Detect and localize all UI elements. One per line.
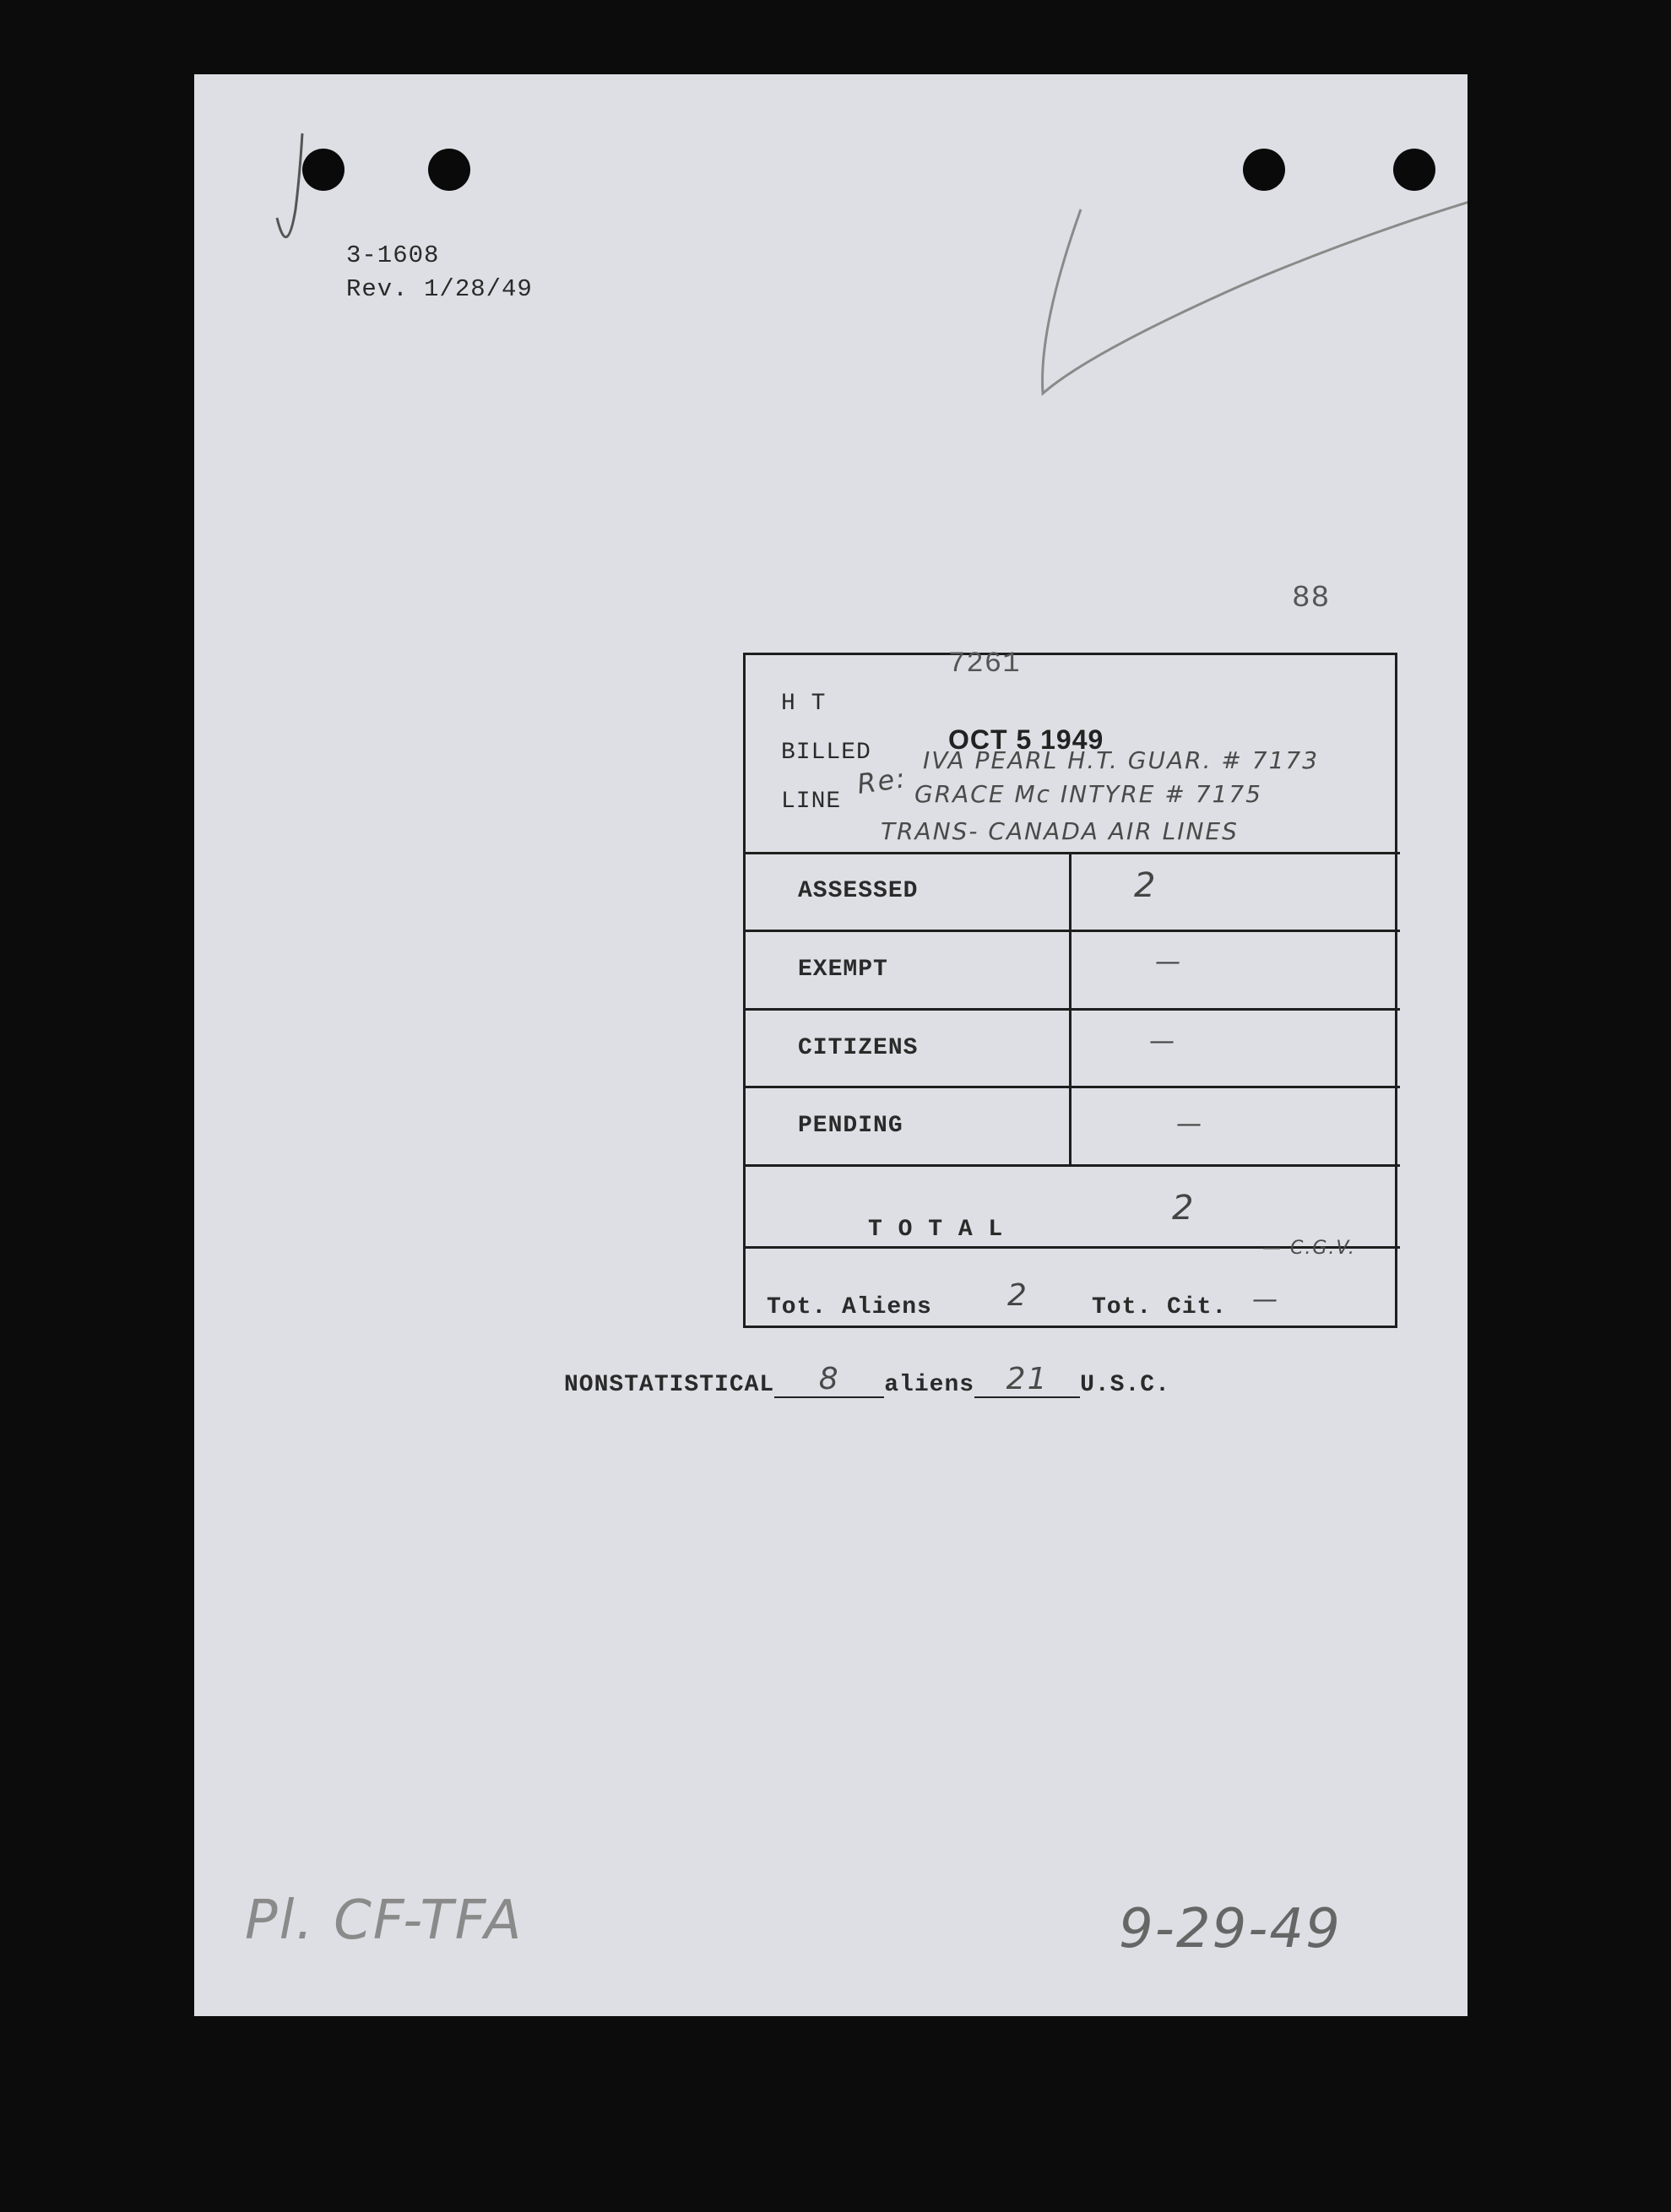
form-revision: Rev. 1/28/49	[346, 275, 533, 303]
bottom-date: 9-29-49	[1119, 1898, 1342, 1960]
header-number: 7261	[948, 648, 1021, 680]
label-billed: BILLED	[781, 740, 871, 766]
nonstatistical-label: NONSTATISTICAL	[564, 1372, 775, 1398]
row-value-assessed: 2	[1134, 866, 1156, 905]
form-number: 3-1608	[346, 241, 440, 269]
row-label-citizens: CITIZENS	[798, 1035, 919, 1061]
nonstatistical-line	[564, 1362, 1170, 1398]
note-line-1: IVA PEARL H.T. GUAR. # 7173	[923, 746, 1320, 774]
total-value: 2	[1172, 1189, 1194, 1228]
tot-aliens-value: 2	[1007, 1278, 1027, 1313]
bottom-left-note: Pl. CF-TFA	[245, 1889, 524, 1952]
page-number: 88	[1292, 581, 1331, 615]
nonstatistical-aliens-label: aliens	[884, 1372, 975, 1398]
side-initials: — C.G.V.	[1262, 1238, 1356, 1259]
tot-aliens-label: Tot. Aliens	[767, 1294, 932, 1320]
note-line-3: TRANS- CANADA AIR LINES	[881, 817, 1239, 845]
tot-cit-label: Tot. Cit.	[1092, 1294, 1228, 1320]
label-ht: H T	[781, 691, 827, 717]
row-label-assessed: ASSESSED	[798, 878, 919, 904]
row-label-pending: PENDING	[798, 1113, 903, 1139]
check-mark-icon	[194, 74, 1468, 581]
nonstatistical-usc-label: U.S.C.	[1080, 1372, 1170, 1398]
tot-cit-value: —	[1252, 1285, 1278, 1315]
row-value-citizens: —	[1149, 1027, 1175, 1056]
label-line: LINE	[781, 789, 842, 815]
document-page	[194, 74, 1468, 2016]
date-stamp: OCT 5 1949	[948, 724, 1104, 755]
nonstatistical-usc-value: 21	[974, 1362, 1080, 1398]
note-prefix: Re:	[854, 762, 909, 800]
nonstatistical-aliens-value: 8	[774, 1362, 884, 1398]
tally-form	[743, 648, 1397, 1328]
row-value-exempt: —	[1155, 947, 1180, 977]
row-value-pending: —	[1176, 1109, 1202, 1139]
row-label-exempt: EXEMPT	[798, 957, 888, 983]
note-line-2: GRACE Mc INTYRE # 7175	[914, 780, 1262, 808]
total-label: T O T A L	[868, 1217, 1004, 1243]
